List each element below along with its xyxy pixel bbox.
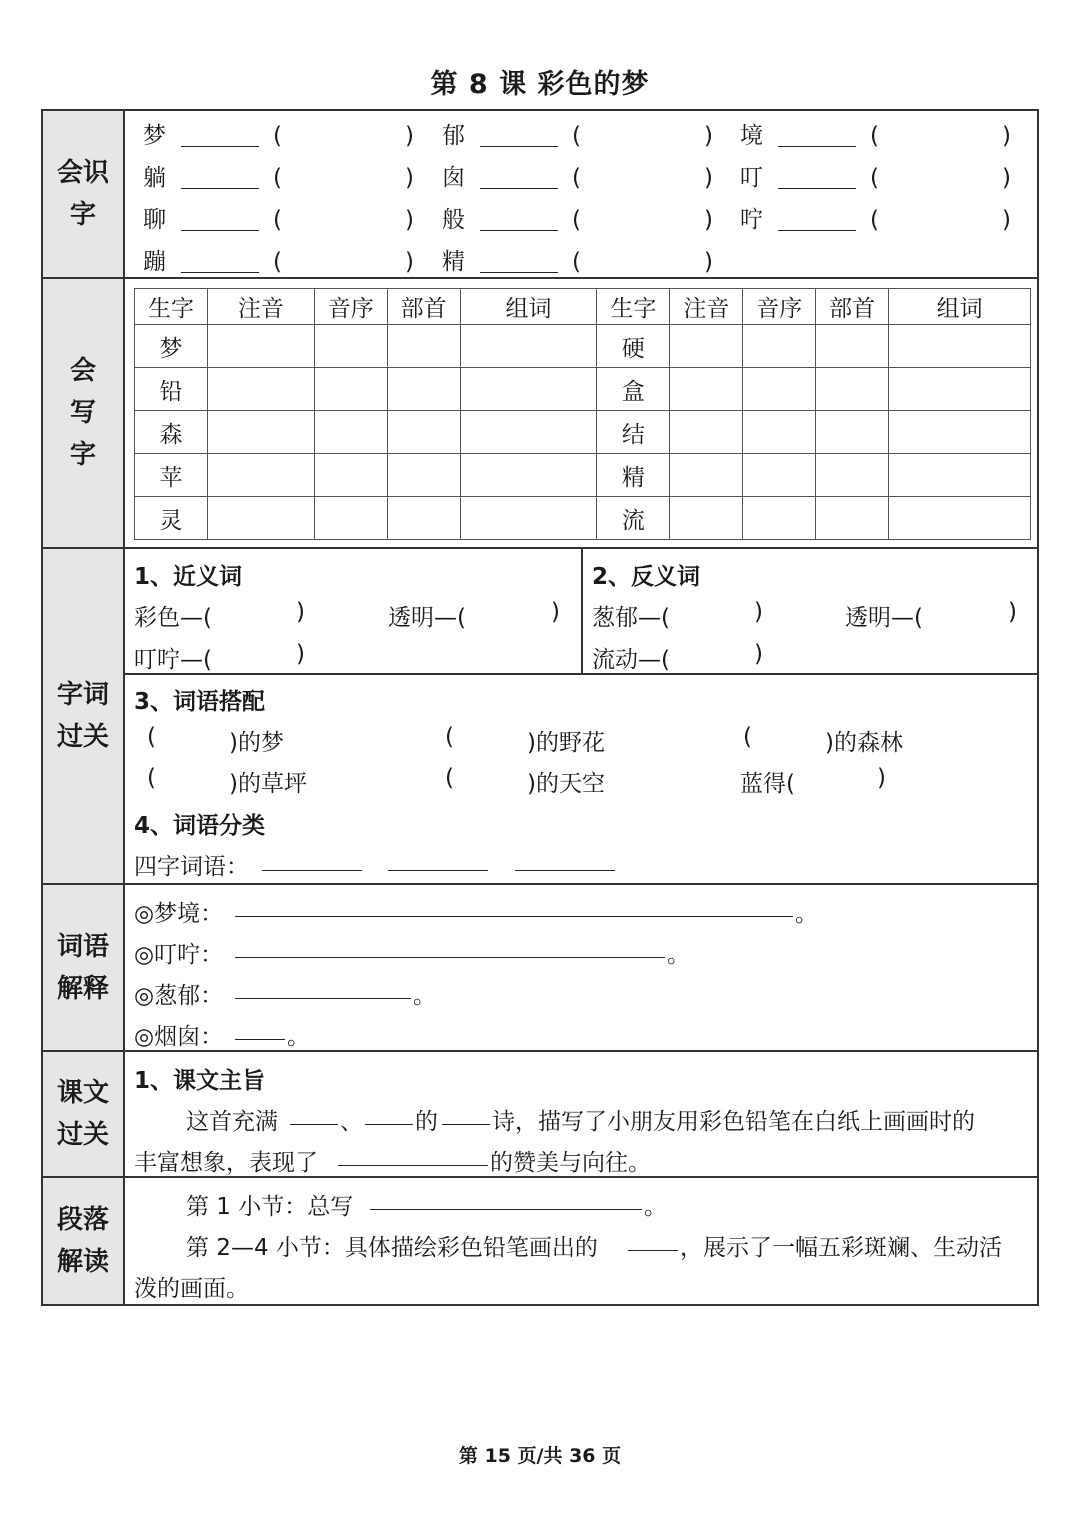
paren-close: ) [296,641,305,667]
text-fragment: 、 [340,1109,363,1135]
answer-cell[interactable] [889,454,1031,497]
table-row [135,368,1031,411]
answer-blank[interactable] [480,230,558,231]
answer-blank[interactable] [515,849,615,871]
answer-blank[interactable] [778,188,856,189]
answer-blank[interactable] [480,188,558,189]
label-line: 写 [69,398,96,428]
text-fragment: 的 [415,1109,438,1135]
section-label-text [43,1052,125,1176]
answer-cell[interactable] [207,411,314,454]
char-cell: 结 [597,411,670,454]
answer-cell[interactable] [460,368,597,411]
answer-blank[interactable] [262,849,362,871]
answer-cell[interactable] [387,325,460,368]
period: 。 [287,1024,310,1050]
paren-close: ) [551,599,560,625]
answer-blank[interactable] [480,146,558,147]
answer-cell[interactable] [387,454,460,497]
label-line: 字 [69,440,96,470]
write-content [125,279,1037,547]
text-fragment: 诗，描写了小朋友用彩色铅笔在白纸上画画时的 [492,1109,975,1135]
rec-char: 精 [442,249,465,275]
answer-blank[interactable] [235,1018,285,1040]
answer-cell[interactable] [670,454,743,497]
antonym-item: 葱郁—( [592,605,670,631]
char-cell: 流 [597,497,670,540]
answer-blank[interactable] [235,977,411,999]
rec-char: 般 [442,207,465,233]
char-cell: 灵 [135,497,208,540]
paren-close: ) [704,249,713,275]
rec-char: 囱 [442,165,465,191]
answer-blank[interactable] [290,1103,338,1125]
label-line: 词语 [56,931,109,962]
answer-blank[interactable] [181,188,259,189]
char-cell: 铅 [135,368,208,411]
paren-open: ( [572,123,581,149]
paren-close: ) [754,641,763,667]
column-header: 音序 [743,289,816,325]
rec-char: 梦 [143,123,166,149]
paren-open: ( [147,765,156,791]
period: 。 [795,901,818,927]
answer-blank[interactable] [181,230,259,231]
answer-cell[interactable] [460,411,597,454]
column-header: 注音 [670,289,743,325]
char-cell: 硬 [597,325,670,368]
classify-title: 4、词语分类 [134,813,266,839]
answer-cell[interactable] [816,411,889,454]
answer-blank[interactable] [365,1103,413,1125]
label-line: 段落 [56,1205,109,1235]
match-item: )的草坪 [229,771,307,797]
paren-open: ( [572,249,581,275]
answer-cell[interactable] [743,368,816,411]
answer-blank[interactable] [235,936,665,958]
paren-close: ) [405,207,414,233]
match-item: )的梦 [229,730,284,756]
rec-char: 叮 [740,165,763,191]
answer-blank[interactable] [778,230,856,231]
paren-open: ( [870,207,879,233]
answer-cell[interactable] [314,325,387,368]
paren-close: ) [1002,165,1011,191]
text-fragment: 这首充满 [186,1109,278,1135]
column-header: 部首 [816,289,889,325]
section-para [43,1178,1037,1304]
antonym-title: 2、反义词 [592,564,701,590]
section-label-words [43,549,125,883]
para-content [125,1178,1037,1304]
label-line: 过关 [56,722,109,752]
answer-cell[interactable] [207,325,314,368]
explain-item: ◎烟囱： [134,1024,224,1050]
rec-char: 躺 [143,165,166,191]
match-item: 蓝得( [740,771,795,797]
answer-cell[interactable] [314,411,387,454]
synonym-item: 透明—( [388,605,466,631]
paren-open: ( [445,765,454,791]
text-fragment: 丰富想象，表现了 [134,1150,318,1176]
table-header-row [135,289,1031,325]
column-header: 组词 [889,289,1031,325]
section-label-explain [43,885,125,1050]
para-fragment: 第 2—4 小节：具体描绘彩色铅笔画出的 [186,1235,598,1261]
answer-blank[interactable] [442,1103,490,1125]
text-fragment: 的赞美与向往。 [490,1150,651,1176]
rec-char: 聊 [143,207,166,233]
char-cell: 盒 [597,368,670,411]
explain-content [125,885,1037,1050]
paren-close: ) [405,123,414,149]
divider [581,549,583,675]
label-line: 字 [69,200,96,230]
section-explain [43,885,1037,1052]
paren-close: ) [1002,123,1011,149]
answer-blank[interactable] [480,272,558,273]
paren-close: ) [704,165,713,191]
answer-cell[interactable] [889,325,1031,368]
match-item: )的森林 [825,730,903,756]
column-header: 注音 [207,289,314,325]
answer-cell[interactable] [387,497,460,540]
rec-char: 境 [740,123,763,149]
column-header: 组词 [460,289,597,325]
answer-cell[interactable] [314,368,387,411]
label-line: 解释 [56,973,109,1004]
answer-cell[interactable] [889,368,1031,411]
answer-cell[interactable] [207,368,314,411]
worksheet-table [41,109,1039,1306]
label-line: 字词 [56,680,109,710]
answer-cell[interactable] [314,497,387,540]
paren-close: ) [704,207,713,233]
classify-label: 四字词语： [134,854,249,880]
write-table [134,288,1031,540]
answer-cell[interactable] [889,497,1031,540]
paren-open: ( [572,207,581,233]
paren-open: ( [273,123,282,149]
paren-open: ( [273,249,282,275]
column-header: 生字 [597,289,670,325]
section-write [43,279,1037,549]
char-cell: 梦 [135,325,208,368]
antonym-item: 流动—( [592,647,670,673]
text-title: 1、课文主旨 [134,1068,266,1094]
text-content [125,1052,1037,1176]
explain-item: ◎梦境： [134,901,224,927]
synonym-title: 1、近义词 [134,564,243,590]
answer-cell[interactable] [460,325,597,368]
label-line: 课文 [56,1078,109,1108]
answer-blank[interactable] [235,895,793,917]
paren-close: ) [754,599,763,625]
match-item: )的天空 [527,771,605,797]
label-line: 过关 [56,1120,109,1150]
paren-open: ( [445,724,454,750]
table-row [135,411,1031,454]
words-content [125,549,1037,883]
answer-cell[interactable] [460,454,597,497]
answer-cell[interactable] [743,411,816,454]
section-words [43,549,1037,885]
explain-item: ◎葱郁： [134,983,224,1009]
answer-blank[interactable] [370,1188,642,1210]
paren-open: ( [870,123,879,149]
paren-close: ) [296,599,305,625]
char-cell: 森 [135,411,208,454]
column-header: 生字 [135,289,208,325]
section-recognize [43,111,1037,279]
paren-close: ) [405,249,414,275]
answer-cell[interactable] [670,368,743,411]
answer-blank[interactable] [338,1144,488,1166]
antonym-item: 透明—( [845,605,923,631]
answer-cell[interactable] [207,454,314,497]
table-row [135,454,1031,497]
paren-close: ) [405,165,414,191]
explain-item: ◎叮咛： [134,942,224,968]
label-line: 会 [69,356,96,386]
answer-cell[interactable] [207,497,314,540]
period: 。 [644,1194,667,1220]
synonym-item: 叮咛—( [134,647,212,673]
paren-close: ) [1002,207,1011,233]
page-title: 第 8 课 彩色的梦 [430,69,650,100]
paren-open: ( [147,724,156,750]
period: 。 [413,983,436,1009]
answer-cell[interactable] [743,454,816,497]
answer-blank[interactable] [388,849,488,871]
paren-open: ( [870,165,879,191]
label-line: 会识 [56,158,109,188]
section-label-para [43,1178,125,1304]
rec-char: 咛 [740,207,763,233]
paren-open: ( [273,165,282,191]
answer-cell[interactable] [816,325,889,368]
char-cell: 精 [597,454,670,497]
answer-cell[interactable] [743,497,816,540]
match-title: 3、词语搭配 [134,689,266,715]
column-header: 部首 [387,289,460,325]
answer-blank[interactable] [181,272,259,273]
column-header: 音序 [314,289,387,325]
synonym-antonym-block [125,549,1039,675]
answer-blank[interactable] [628,1229,678,1251]
paren-open: ( [273,207,282,233]
synonym-item: 彩色—( [134,605,212,631]
answer-cell[interactable] [816,368,889,411]
answer-cell[interactable] [743,325,816,368]
paren-open: ( [572,165,581,191]
answer-cell[interactable] [889,411,1031,454]
answer-cell[interactable] [460,497,597,540]
section-label-recognize [43,111,125,277]
char-cell: 苹 [135,454,208,497]
label-line: 解读 [56,1247,109,1277]
paren-close: ) [1008,599,1017,625]
paren-close: ) [704,123,713,149]
recognize-content [125,111,1037,277]
paren-close: ) [877,765,886,791]
paren-open: ( [743,724,752,750]
answer-cell[interactable] [670,325,743,368]
table-row [135,325,1031,368]
period: 。 [667,942,690,968]
answer-cell[interactable] [670,497,743,540]
answer-cell[interactable] [387,368,460,411]
para-fragment: 泼的画面。 [134,1276,249,1302]
answer-cell[interactable] [314,454,387,497]
match-item: )的野花 [527,730,605,756]
answer-cell[interactable] [387,411,460,454]
table-row [135,497,1031,540]
page-number: 第 15 页/共 36 页 [458,1445,622,1467]
section-label-write [43,279,125,547]
section-text [43,1052,1037,1178]
answer-cell[interactable] [670,411,743,454]
answer-blank[interactable] [181,146,259,147]
para-fragment: 第 1 小节：总写 [186,1194,354,1220]
para-fragment: ，展示了一幅五彩斑斓、生动活 [680,1235,1002,1261]
answer-blank[interactable] [778,146,856,147]
answer-cell[interactable] [816,497,889,540]
rec-char: 郁 [442,123,465,149]
answer-cell[interactable] [816,454,889,497]
rec-char: 蹦 [143,249,166,275]
